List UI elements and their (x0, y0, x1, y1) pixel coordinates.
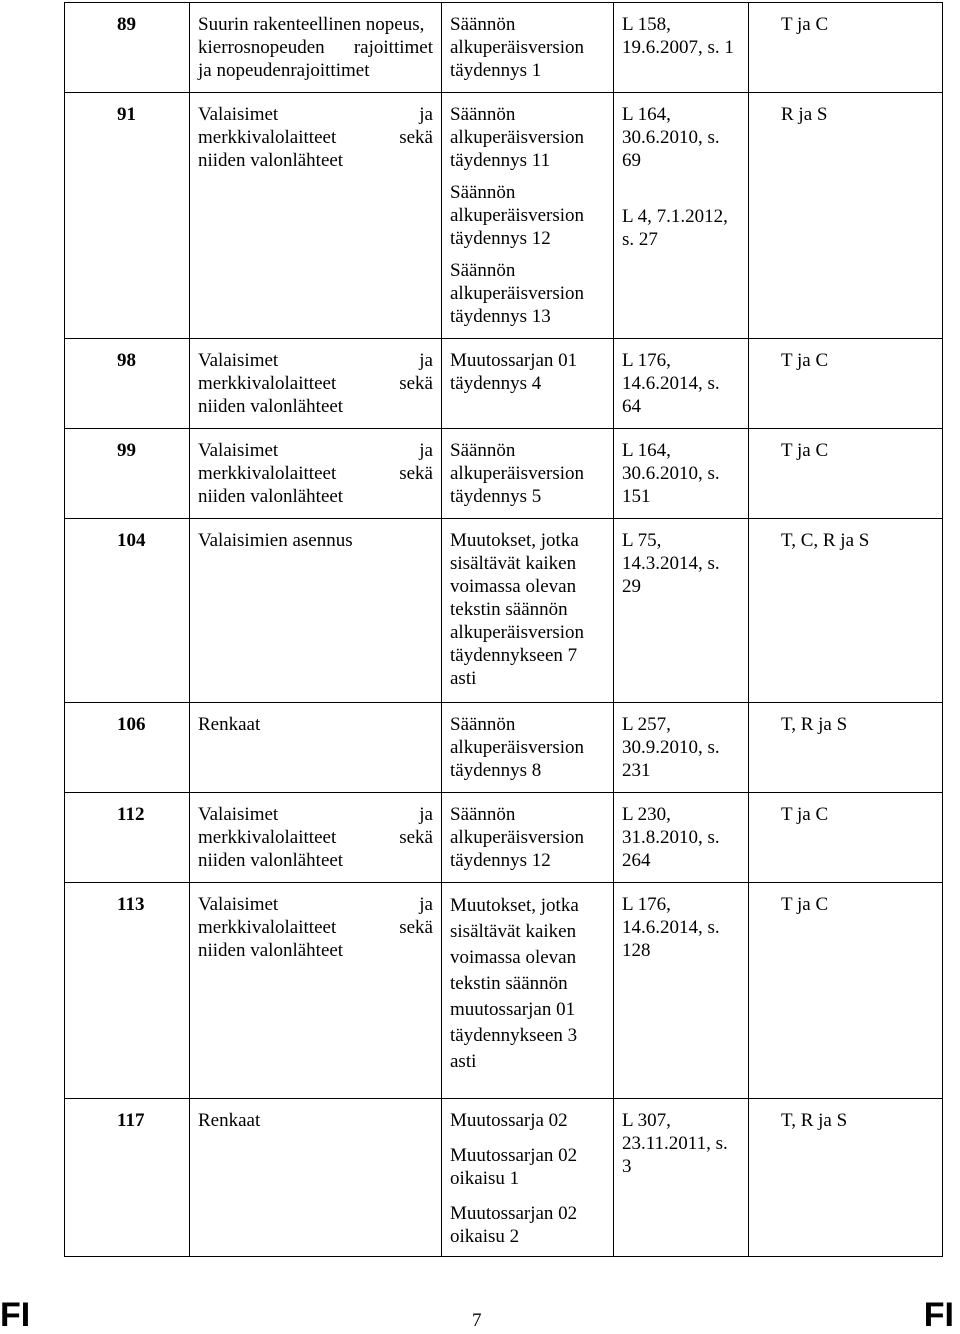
reference-line: 264 (622, 850, 651, 871)
version-line: täydennys 1 (450, 60, 542, 81)
regulation-number: 91 (65, 93, 190, 339)
subject-line (198, 59, 433, 82)
version-line: täydennys 12 (450, 850, 551, 871)
vehicle-categories: T, R ja S (749, 1099, 943, 1257)
version-line: alkuperäisversion (450, 127, 585, 148)
version-line: alkuperäisversion (450, 463, 585, 484)
subject-line (198, 149, 433, 172)
official-journal-reference (614, 883, 749, 1099)
version-line: asti (450, 1051, 477, 1072)
table-row (65, 429, 943, 519)
official-journal-reference (614, 703, 749, 793)
reference-line: L 176, (622, 894, 671, 915)
version-line: täydennys 11 (450, 150, 551, 171)
version-group (450, 803, 605, 872)
regulation-version (442, 793, 614, 883)
version-line: täydennys 4 (450, 373, 542, 394)
version-line: alkuperäisversion (450, 283, 585, 304)
reference-line: L 164, (622, 440, 671, 461)
subject-text: Valaisimet (198, 440, 279, 461)
table-row (65, 703, 943, 793)
version-group (450, 103, 605, 172)
subject-text: merkkivalolaitteet (198, 917, 337, 938)
version-group (450, 713, 605, 782)
subject-line (198, 916, 433, 939)
version-line: Säännön (450, 104, 516, 125)
subject-text: ja (419, 350, 433, 371)
vehicle-categories: T ja C (749, 339, 943, 429)
regulation-version (442, 519, 614, 703)
version-line: Säännön (450, 440, 516, 461)
official-journal-reference (614, 519, 749, 703)
subject-text: ja (419, 440, 433, 461)
regulation-version (442, 883, 614, 1099)
version-line: alkuperäisversion (450, 205, 585, 226)
subject-text: merkkivalolaitteet (198, 373, 337, 394)
reference-line: 19.6.2007, s. 1 (622, 37, 734, 58)
version-line: voimassa olevan (450, 947, 577, 968)
reference-line: L 176, (622, 350, 671, 371)
subject-line (198, 485, 433, 508)
version-group (450, 529, 605, 690)
subject-text: sekä (399, 917, 433, 938)
official-journal-reference (614, 1099, 749, 1257)
table-body (65, 3, 943, 1257)
official-journal-reference (614, 429, 749, 519)
subject-text: niiden valonlähteet (198, 486, 344, 507)
subject-text: kierrosnopeuden (198, 37, 325, 58)
version-line: täydennykseen 7 (450, 645, 578, 666)
table-row (65, 3, 943, 93)
regulation-subject (190, 429, 442, 519)
reference-line: L 75, (622, 530, 662, 551)
subject-text: ja (419, 804, 433, 825)
regulation-number: 106 (65, 703, 190, 793)
subject-text: ja nopeudenrajoittimet (198, 60, 370, 81)
version-line: oikaisu 2 (450, 1226, 520, 1247)
regulations-table (64, 2, 943, 1257)
version-line: Muutokset, jotka (450, 530, 579, 551)
subject-text: sekä (399, 463, 433, 484)
subject-text: Valaisimien asennus (198, 530, 353, 551)
footer-right-mark: FI (923, 1296, 954, 1334)
regulation-subject (190, 339, 442, 429)
version-line: oikaisu 1 (450, 1168, 520, 1189)
subject-text: Valaisimet (198, 350, 279, 371)
reference-line: 31.8.2010, s. (622, 827, 720, 848)
reference-line: 23.11.2011, s. (622, 1133, 728, 1154)
subject-line (198, 372, 433, 395)
version-line: sisältävät kaiken (450, 553, 577, 574)
reference-group (622, 439, 740, 508)
table-row (65, 883, 943, 1099)
regulation-version (442, 703, 614, 793)
subject-line (198, 349, 433, 372)
table-row (65, 93, 943, 339)
regulation-version (442, 3, 614, 93)
regulation-number: 98 (65, 339, 190, 429)
subject-text: niiden valonlähteet (198, 150, 344, 171)
reference-line: 3 (622, 1156, 632, 1177)
regulation-subject (190, 793, 442, 883)
version-line: sisältävät kaiken (450, 921, 577, 942)
reference-group (622, 205, 740, 251)
reference-line: L 164, (622, 104, 671, 125)
reference-line: 231 (622, 760, 651, 781)
regulation-subject (190, 519, 442, 703)
regulation-version (442, 339, 614, 429)
regulation-subject (190, 3, 442, 93)
regulation-number: 89 (65, 3, 190, 93)
version-line: tekstin säännön (450, 599, 568, 620)
footer-left-mark: FI (0, 1296, 31, 1334)
reference-line: 14.6.2014, s. (622, 373, 720, 394)
reference-line: L 230, (622, 804, 671, 825)
version-line: alkuperäisversion (450, 622, 585, 643)
version-line: Säännön (450, 804, 516, 825)
reference-line: L 257, (622, 714, 671, 735)
reference-line: L 158, (622, 14, 671, 35)
subject-text: niiden valonlähteet (198, 850, 344, 871)
subject-line (198, 395, 433, 418)
regulation-number: 104 (65, 519, 190, 703)
subject-text: sekä (399, 373, 433, 394)
reference-group (622, 713, 740, 782)
regulation-subject (190, 1099, 442, 1257)
subject-text: merkkivalolaitteet (198, 127, 337, 148)
version-line: alkuperäisversion (450, 827, 585, 848)
subject-text: merkkivalolaitteet (198, 463, 337, 484)
subject-text: ja (419, 104, 433, 125)
version-line: Säännön (450, 14, 516, 35)
version-line: täydennys 5 (450, 486, 542, 507)
official-journal-reference (614, 3, 749, 93)
vehicle-categories: T ja C (749, 429, 943, 519)
reference-group (622, 893, 740, 962)
version-group (450, 259, 605, 328)
version-line: tekstin säännön (450, 973, 568, 994)
subject-line (198, 849, 433, 872)
reference-line: 64 (622, 396, 641, 417)
regulation-number: 99 (65, 429, 190, 519)
version-group (450, 439, 605, 508)
regulation-subject (190, 93, 442, 339)
subject-text: niiden valonlähteet (198, 396, 344, 417)
version-line: täydennykseen 3 (450, 1025, 578, 1046)
version-line: täydennys 8 (450, 760, 542, 781)
version-group (450, 13, 605, 82)
version-group (450, 1202, 605, 1248)
subject-text: rajoittimet (353, 37, 433, 58)
subject-text: Valaisimet (198, 804, 279, 825)
version-group (450, 1109, 605, 1132)
subject-text: Suurin rakenteellinen nopeus, (198, 14, 425, 35)
version-line: Muutossarjan 02 (450, 1145, 578, 1166)
regulation-number: 117 (65, 1099, 190, 1257)
subject-text: Renkaat (198, 714, 261, 735)
subject-text: Valaisimet (198, 104, 279, 125)
vehicle-categories: T ja C (749, 883, 943, 1099)
version-line: Muutossarjan 01 (450, 350, 578, 371)
reference-group (622, 13, 740, 59)
vehicle-categories: T ja C (749, 3, 943, 93)
reference-line: 30.6.2010, s. (622, 127, 720, 148)
reference-group (622, 349, 740, 418)
table-row (65, 339, 943, 429)
table-row (65, 519, 943, 703)
regulation-subject (190, 883, 442, 1099)
subject-line (198, 439, 433, 462)
version-line: Muutossarja 02 (450, 1110, 568, 1131)
official-journal-reference (614, 339, 749, 429)
subject-text: Valaisimet (198, 894, 279, 915)
version-line: Säännön (450, 182, 516, 203)
subject-text: niiden valonlähteet (198, 940, 344, 961)
reference-group (622, 529, 740, 598)
reference-line: 128 (622, 940, 651, 961)
version-line: Muutossarjan 02 (450, 1203, 578, 1224)
regulation-number: 113 (65, 883, 190, 1099)
page-number: 7 (472, 1310, 482, 1331)
regulation-version (442, 93, 614, 339)
subject-line (198, 529, 433, 552)
version-line: alkuperäisversion (450, 737, 585, 758)
reference-line: L 307, (622, 1110, 671, 1131)
version-group (450, 893, 605, 1075)
reference-line: 69 (622, 150, 641, 171)
subject-text: merkkivalolaitteet (198, 827, 337, 848)
regulation-version (442, 429, 614, 519)
table-row (65, 793, 943, 883)
version-line: asti (450, 668, 477, 689)
subject-line (198, 893, 433, 916)
subject-line (198, 713, 433, 736)
subject-line (198, 803, 433, 826)
reference-line: 151 (622, 486, 651, 507)
reference-line: 14.6.2014, s. (622, 917, 720, 938)
vehicle-categories: R ja S (749, 93, 943, 339)
version-line: Muutokset, jotka (450, 895, 579, 916)
reference-line: 14.3.2014, s. (622, 553, 720, 574)
subject-text: sekä (399, 827, 433, 848)
version-line: Säännön (450, 260, 516, 281)
subject-line (198, 826, 433, 849)
reference-line: 29 (622, 576, 641, 597)
official-journal-reference (614, 793, 749, 883)
table-row (65, 1099, 943, 1257)
subject-line (198, 462, 433, 485)
version-line: täydennys 13 (450, 306, 551, 327)
version-line: muutossarjan 01 (450, 999, 576, 1020)
reference-line: s. 27 (622, 229, 658, 250)
version-group (450, 349, 605, 395)
regulation-subject (190, 703, 442, 793)
regulation-version (442, 1099, 614, 1257)
reference-line: 30.9.2010, s. (622, 737, 720, 758)
version-group (450, 1144, 605, 1190)
vehicle-categories: T, R ja S (749, 703, 943, 793)
subject-text: Renkaat (198, 1110, 261, 1131)
subject-line (198, 939, 433, 962)
subject-line (198, 36, 433, 59)
regulation-number: 112 (65, 793, 190, 883)
subject-line (198, 13, 433, 36)
subject-line (198, 126, 433, 149)
reference-group (622, 1109, 740, 1178)
vehicle-categories: T ja C (749, 793, 943, 883)
subject-text: sekä (399, 127, 433, 148)
version-line: alkuperäisversion (450, 37, 585, 58)
reference-group (622, 103, 740, 172)
version-line: voimassa olevan (450, 576, 577, 597)
version-line: täydennys 12 (450, 228, 551, 249)
version-line: Säännön (450, 714, 516, 735)
subject-text: ja (419, 894, 433, 915)
subject-line (198, 103, 433, 126)
reference-line: L 4, 7.1.2012, (622, 206, 728, 227)
vehicle-categories: T, C, R ja S (749, 519, 943, 703)
subject-line (198, 1109, 433, 1132)
reference-line: 30.6.2010, s. (622, 463, 720, 484)
official-journal-reference (614, 93, 749, 339)
version-group (450, 181, 605, 250)
reference-group (622, 803, 740, 872)
